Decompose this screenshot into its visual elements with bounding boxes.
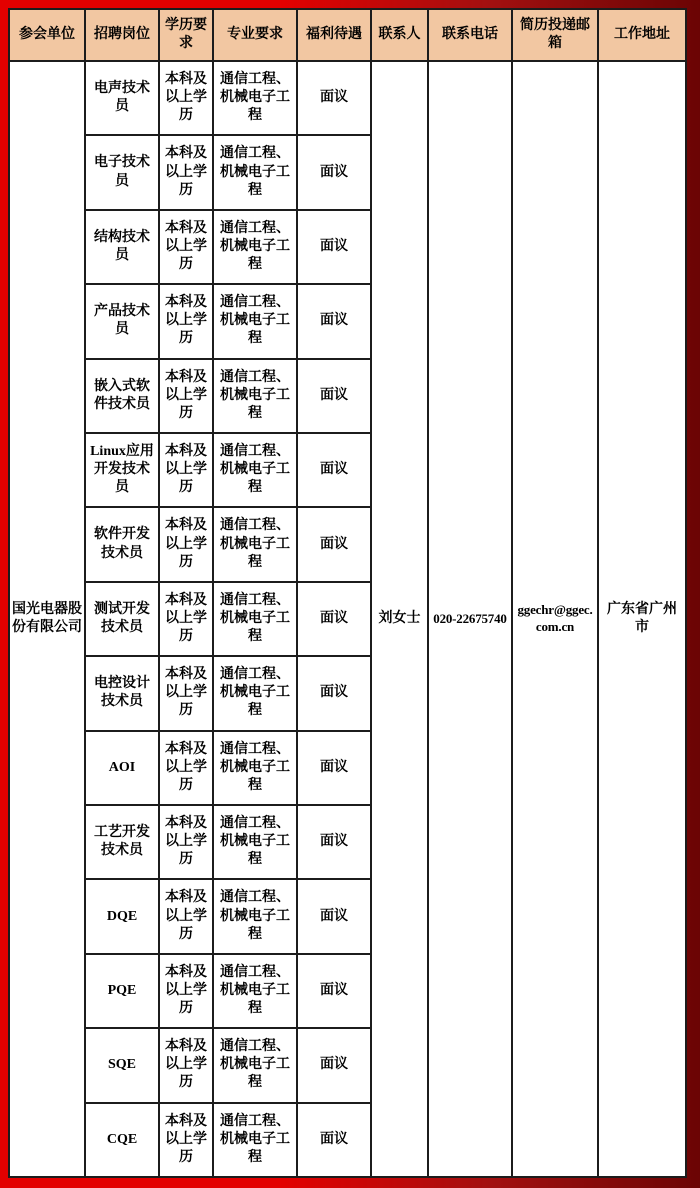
position-title-cell: 电子技术员 [86, 136, 158, 208]
job-table [8, 8, 687, 1178]
position-salary-cell: 面议 [298, 955, 370, 1027]
position-salary-cell: 面议 [298, 62, 370, 134]
column-header-position: 招聘岗位 [86, 10, 158, 60]
position-major-cell: 通信工程、机械电子工程 [214, 583, 296, 655]
position-title-cell: 测试开发技术员 [86, 583, 158, 655]
position-education-cell: 本科及以上学历 [160, 434, 212, 506]
position-salary-cell: 面议 [298, 1104, 370, 1176]
position-title-cell: Linux应用开发技术员 [86, 434, 158, 506]
position-title-cell: 软件开发技术员 [86, 508, 158, 580]
position-salary-cell: 面议 [298, 880, 370, 952]
position-salary-cell: 面议 [298, 360, 370, 432]
position-salary-cell: 面议 [298, 508, 370, 580]
contact-phone-cell: 020-22675740 [429, 62, 511, 1176]
position-education-cell: 本科及以上学历 [160, 136, 212, 208]
column-header-email: 简历投递邮箱 [513, 10, 597, 60]
column-header-contact: 联系人 [372, 10, 427, 60]
position-salary-cell: 面议 [298, 657, 370, 729]
position-title-cell: 结构技术员 [86, 211, 158, 283]
position-title-cell: AOI [86, 732, 158, 804]
position-major-cell: 通信工程、机械电子工程 [214, 285, 296, 357]
position-major-cell: 通信工程、机械电子工程 [214, 360, 296, 432]
position-title-cell: SQE [86, 1029, 158, 1101]
position-major-cell: 通信工程、机械电子工程 [214, 955, 296, 1027]
position-title-cell: 电控设计技术员 [86, 657, 158, 729]
column-header-salary: 福利待遇 [298, 10, 370, 60]
position-major-cell: 通信工程、机械电子工程 [214, 806, 296, 878]
position-title-cell: 工艺开发技术员 [86, 806, 158, 878]
position-education-cell: 本科及以上学历 [160, 806, 212, 878]
position-major-cell: 通信工程、机械电子工程 [214, 62, 296, 134]
position-education-cell: 本科及以上学历 [160, 62, 212, 134]
contact-email-cell: ggechr@ggec.com.cn [513, 62, 597, 1176]
position-education-cell: 本科及以上学历 [160, 1029, 212, 1101]
company-name-cell: 国光电器股份有限公司 [10, 62, 84, 1176]
position-title-cell: 产品技术员 [86, 285, 158, 357]
position-major-cell: 通信工程、机械电子工程 [214, 1029, 296, 1101]
position-salary-cell: 面议 [298, 136, 370, 208]
position-title-cell: 嵌入式软件技术员 [86, 360, 158, 432]
position-salary-cell: 面议 [298, 806, 370, 878]
position-education-cell: 本科及以上学历 [160, 880, 212, 952]
position-education-cell: 本科及以上学历 [160, 732, 212, 804]
position-salary-cell: 面议 [298, 434, 370, 506]
column-header-company: 参会单位 [10, 10, 84, 60]
position-education-cell: 本科及以上学历 [160, 211, 212, 283]
position-education-cell: 本科及以上学历 [160, 285, 212, 357]
column-header-phone: 联系电话 [429, 10, 511, 60]
position-salary-cell: 面议 [298, 1029, 370, 1101]
position-major-cell: 通信工程、机械电子工程 [214, 657, 296, 729]
position-title-cell: DQE [86, 880, 158, 952]
position-education-cell: 本科及以上学历 [160, 1104, 212, 1176]
position-salary-cell: 面议 [298, 211, 370, 283]
position-major-cell: 通信工程、机械电子工程 [214, 211, 296, 283]
position-title-cell: PQE [86, 955, 158, 1027]
position-salary-cell: 面议 [298, 583, 370, 655]
column-header-major: 专业要求 [214, 10, 296, 60]
position-major-cell: 通信工程、机械电子工程 [214, 1104, 296, 1176]
position-major-cell: 通信工程、机械电子工程 [214, 880, 296, 952]
position-salary-cell: 面议 [298, 732, 370, 804]
position-education-cell: 本科及以上学历 [160, 955, 212, 1027]
position-salary-cell: 面议 [298, 285, 370, 357]
position-title-cell: CQE [86, 1104, 158, 1176]
position-title-cell: 电声技术员 [86, 62, 158, 134]
position-major-cell: 通信工程、机械电子工程 [214, 732, 296, 804]
position-major-cell: 通信工程、机械电子工程 [214, 434, 296, 506]
position-education-cell: 本科及以上学历 [160, 360, 212, 432]
column-header-education: 学历要求 [160, 10, 212, 60]
position-major-cell: 通信工程、机械电子工程 [214, 136, 296, 208]
work-address-cell: 广东省广州市 [599, 62, 685, 1176]
position-education-cell: 本科及以上学历 [160, 583, 212, 655]
contact-person-cell: 刘女士 [372, 62, 427, 1176]
position-major-cell: 通信工程、机械电子工程 [214, 508, 296, 580]
position-education-cell: 本科及以上学历 [160, 657, 212, 729]
position-education-cell: 本科及以上学历 [160, 508, 212, 580]
column-header-address: 工作地址 [599, 10, 685, 60]
